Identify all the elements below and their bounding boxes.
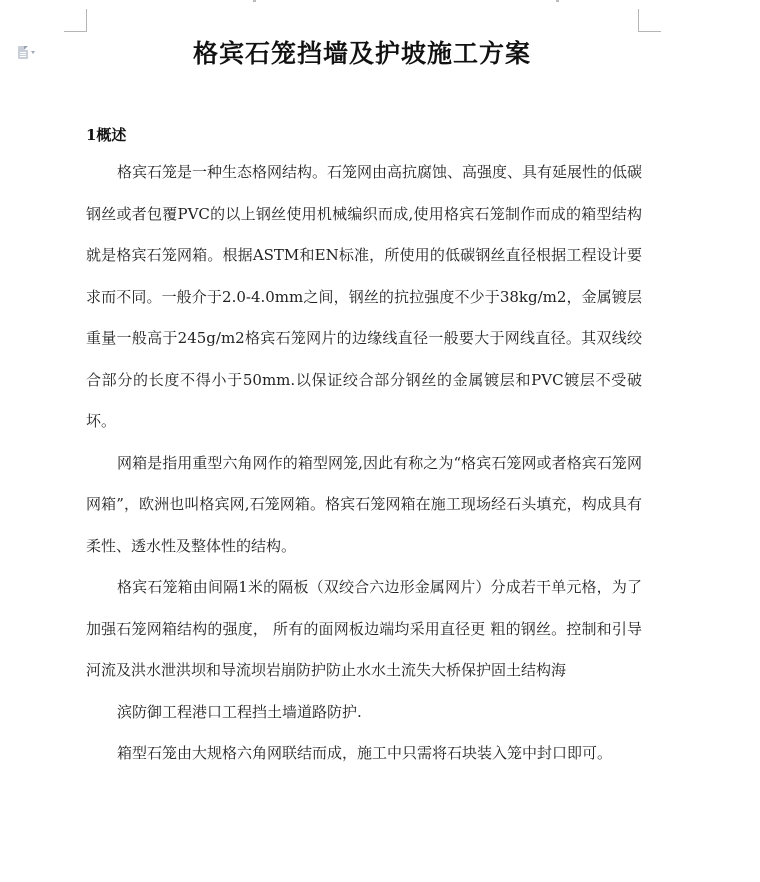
paragraph: 格宾石笼是一种生态格网结构。石笼网由高抗腐蚀、高强度、具有延展性的低碳钢丝或者包覆PVC的以上钢丝使用机械编织而成,使用格宾石笼制作而成的箱型结构就是格宾石笼网箱。根据ASTM和EN标准，所使用的低碳钢丝直径根据工程设计要求而不同。一般介于2.0-4.0mm之间，钢丝的抗拉强度不少于38kg/m2，金属镀层重量一般高于245g/m2格宾石笼网片的边缘线直径一般要大于网线直径。其双线绞合部分的长度不得小于50mm.以保证绞合部分钢丝的金属镀层和PVC镀层不受破坏。 [86, 163, 643, 430]
page-corner-mark-top-right [638, 9, 661, 32]
page-edge-mark [253, 0, 256, 2]
paragraph: 网箱是指用重型六角网作的箱型网笼,因此有称之为“格宾石笼网或者格宾石笼网网箱”，欧洲也叫格宾网,石笼网箱。格宾石笼网箱在施工现场经石头填充，构成具有柔性、透水性及整体性的结构。 [86, 453, 642, 555]
document-body [86, 124, 642, 775]
document-title: 格宾石笼挡墙及护坡施工方案 [192, 39, 531, 68]
section-heading: 1概述 [86, 126, 127, 144]
paragraph: 滨防御工程港口工程挡土墙道路防护. [117, 702, 362, 721]
paragraph: 箱型石笼由大规格六角网联结而成，施工中只需将石块装入笼中封口即可。 [117, 744, 613, 762]
page-corner-mark-top-left [64, 9, 87, 32]
page-edge-mark [556, 0, 559, 2]
paragraph: 格宾石笼箱由间隔1米的隔板（双绞合六边形金属网片）分成若干单元格，为了加强石笼网箱结构的强度， 所有的面网板边端均采用直径更 粗的钢丝。控制和引导河流及洪水泄洪坝和导流坝岩崩防护防止水水土流失大桥保护固土结构海 [86, 578, 642, 679]
